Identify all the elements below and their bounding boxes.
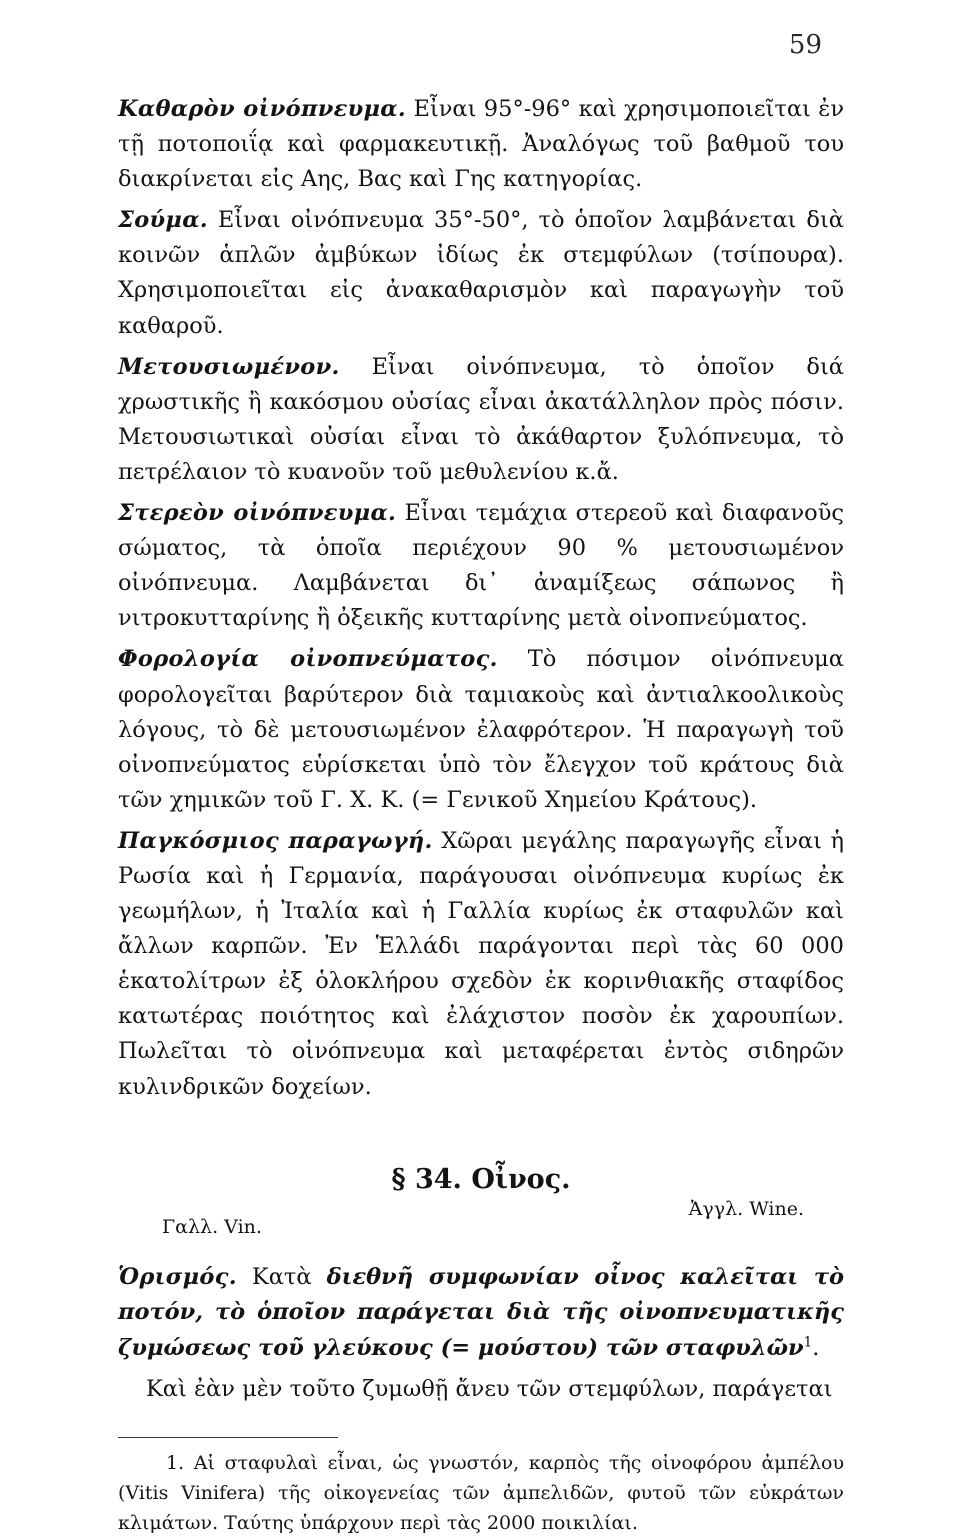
- definition-term: Ὁρισμός.: [118, 1264, 237, 1291]
- term-heading: Καθαρὸν οἰνόπνευμα.: [118, 96, 407, 122]
- paragraph-text: Τὸ πόσιμον οἰνόπνευμα φορολογεῖται βαρύτερον διὰ ταμιακοὺς καὶ ἀντιαλκοολικοὺς λόγους, τὸ δὲ μετουσιωμένον ἐλαφρότερον. Ἡ παραγωγὴ τοῦ οἰνοπνεύματος εὑρίσκεται ὑπὸ τὸν ἔλεγχον τοῦ κράτους διὰ τῶν χημικῶν τοῦ Γ. Χ. Κ. (= Γενικοῦ Χημείου Κράτους).: [118, 646, 844, 813]
- paragraph-taxation: [118, 642, 844, 817]
- paragraph-text: Χῶραι μεγάλης παραγωγῆς εἶναι ἡ Ρωσία καὶ ἡ Γερμανία, παράγουσαι οἰνόπνευμα κυρίως ἐκ γεωμήλων, ἡ Ἰταλία καὶ ἡ Γαλλία κυρίως ἐκ σταφυλῶν καὶ ἄλλων καρπῶν. Ἐν Ἑλλάδι παράγονται περὶ τὰς 60 000 ἑκατολίτρων ἐξ ὁλοκλήρου σχεδὸν ἐκ κορινθιακῆς σταφίδος κατωτέρας ποιότητος καὶ ἐλάχιστον ποσὸν ἐκ χαρουπίων. Πωλεῖται τὸ οἰνόπνευμα καὶ μεταφέρεται ἐντὸς σιδηρῶν κυλινδρικῶν δοχείων.: [118, 827, 844, 1100]
- paragraph-text: Εἶναι 95°-96° καὶ χρησιμοποιεῖται ἐν τῇ ποτοποιΐᾳ καὶ φαρμακευτικῇ. Ἀναλόγως τοῦ βαθμοῦ του διακρίνεται εἰς Αης, Βας καὶ Γης κατηγορίας.: [118, 96, 844, 193]
- paragraph-solid-alcohol: [118, 496, 844, 636]
- footnote-marker: 1: [803, 1334, 813, 1351]
- term-heading: Στερεὸν οἰνόπνευμα.: [118, 500, 397, 527]
- term-heading: Σούμα.: [118, 207, 208, 234]
- continuation-paragraph: Καὶ ἐὰν μὲν τοῦτο ζυμωθῇ ἄνευ τῶν στεμφύλων, παράγεται: [146, 1375, 833, 1402]
- footnote-divider: [118, 1437, 338, 1438]
- definition-tail: .: [812, 1334, 820, 1361]
- page-number: 59: [788, 30, 822, 60]
- paragraph-souma: [118, 203, 844, 343]
- paragraph-denatured: [118, 350, 844, 490]
- paragraph-text: Εἶναι οἰνόπνευμα, τὸ ὁποῖον διά χρωστικῆς ἢ κακόσμου οὐσίας εἶναι ἀκατάλληλον πρὸς πόσιν. Μετουσιωτικαὶ οὐσίαι εἶναι τὸ ἀκάθαρτον ξυλόπνευμα, τὸ πετρέλαιον τὸ κυανοῦν τοῦ μεθυλενίου κ.ἄ.: [118, 353, 844, 485]
- section-heading: § 34. Οἶνος.: [391, 1163, 571, 1195]
- definition-emphasis: διεθνῆ συμφωνίαν οἶνος καλεῖται τὸ ποτόν, τὸ ὁποῖον παράγεται διὰ τῆς οἰνοπνευματικῆς ζυμώσεως τοῦ γλεύκους (= μούστου) τῶν σταφυλῶν: [118, 1264, 845, 1361]
- definition-paragraph: [118, 1260, 844, 1365]
- paragraph-text: Εἶναι τεμάχια στερεοῦ καὶ διαφανοῦς σώματος, τὰ ὁποῖα περιέχουν 90 % μετουσιωμένον οἰνόπνευμα. Λαμβάνεται δι᾽ ἀναμίξεως σάπωνος ἢ νιτροκυτταρίνης ἢ ὀξεικῆς κυτταρίνης μετὰ οἰνοπνεύματος.: [118, 500, 844, 632]
- paragraph-world-production: [118, 824, 844, 1105]
- term-heading: Μετουσιωμένον.: [118, 353, 340, 380]
- paragraph-text: Εἶναι οἰνόπνευμα 35°-50°, τὸ ὁποῖον λαμβάνεται διὰ κοινῶν ἁπλῶν ἀμβύκων ἰδίως ἐκ στεμφύλων (τσίπουρα). Χρησιμοποιεῖται εἰς ἀνακαθαρισμὸν καὶ παραγωγὴν τοῦ καθαροῦ.: [118, 207, 844, 339]
- french-term: Γαλλ. Vin.: [162, 1215, 262, 1238]
- term-heading: Φορολογία οἰνοπνεύματος.: [118, 646, 498, 673]
- language-equivalents: [162, 1197, 804, 1243]
- term-heading: Παγκόσμιος παραγωγή.: [118, 827, 433, 854]
- english-term: Ἀγγλ. Wine.: [688, 1197, 804, 1220]
- paragraph-pure-alcohol: [118, 92, 844, 197]
- page-body: [118, 92, 844, 1538]
- definition-lead: Κατὰ: [236, 1264, 327, 1291]
- footnote: 1. Αἱ σταφυλαὶ εἶναι, ὡς γνωστόν, καρπὸς τῆς οἰνοφόρου ἀμπέλου (Vitis Vinifera) τῆς οἰκογενείας τῶν ἀμπελιδῶν, φυτοῦ τῶν εὐκράτων κλιμάτων. Ταύτης ὑπάρχουν περὶ τὰς 2000 ποικιλίαι.: [118, 1451, 844, 1534]
